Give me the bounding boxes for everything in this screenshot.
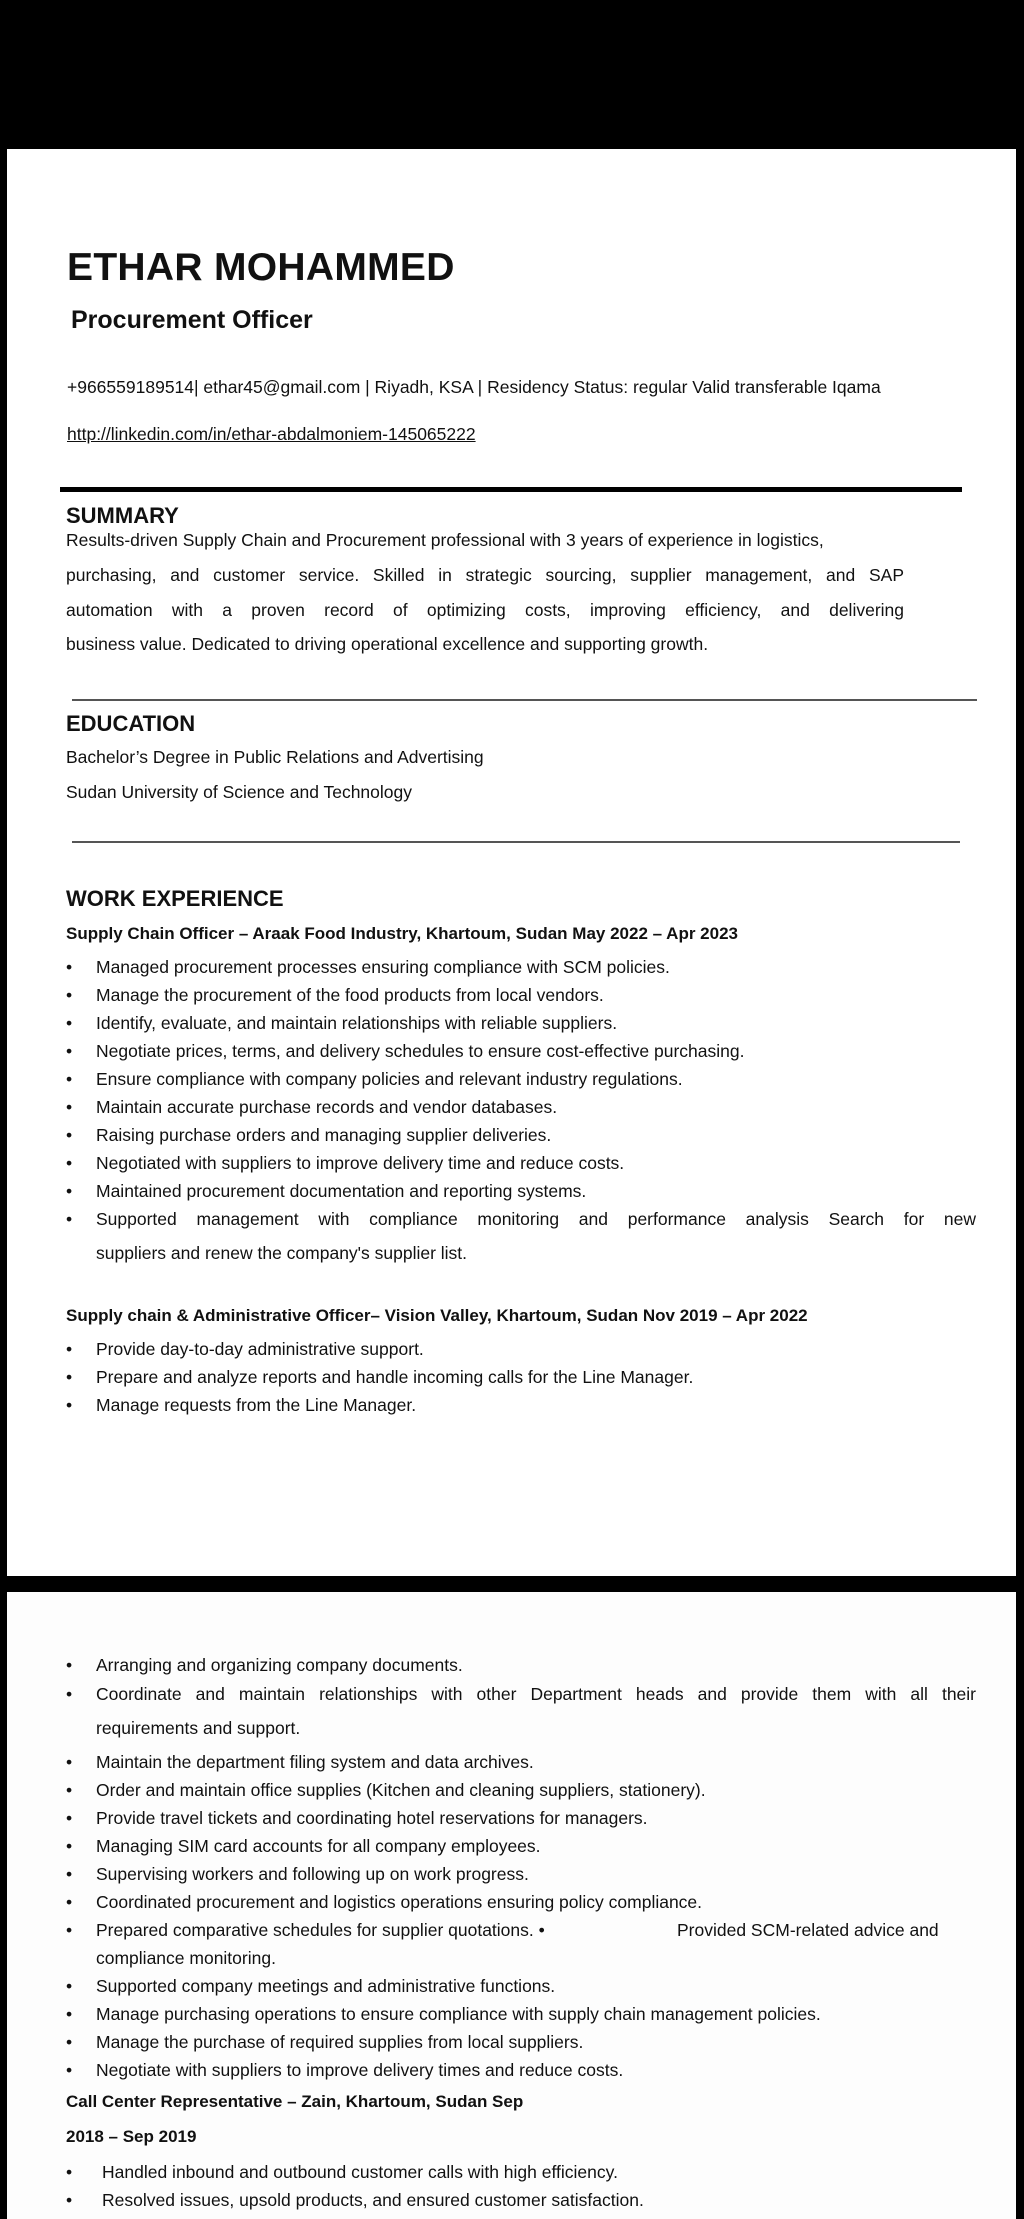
list-item: • Managed procurement processes ensuring compliance with SCM policies. [66, 957, 670, 977]
candidate-name: ETHAR MOHAMMED [67, 246, 455, 289]
list-item: • Manage purchasing operations to ensure compliance with supply chain management policies. [66, 2004, 821, 2024]
summary-line: purchasing, and customer service. Skilled in strategic sourcing, supplier management, and SAP [66, 565, 904, 585]
list-item: • Supported management with compliance monitoring and performance analysis Search for new [66, 1209, 976, 1229]
list-item: • Maintained procurement documentation and reporting systems. [66, 1181, 587, 1201]
bullet-icon: • [66, 1013, 73, 1033]
list-item-continuation: requirements and support. [96, 1718, 301, 1738]
bullet-icon: • [66, 1181, 73, 1201]
linkedin-link[interactable]: http://linkedin.com/in/ethar-abdalmoniem-145065222 [67, 424, 476, 444]
list-item: • Provide day-to-day administrative support. [66, 1339, 424, 1359]
job-header: Call Center Representative – Zain, Khartoum, Sudan Sep [66, 2092, 524, 2111]
list-item: • Order and maintain office supplies (Kitchen and cleaning suppliers, stationery). [66, 1780, 706, 1800]
job-header: Supply Chain Officer – Araak Food Industry, Khartoum, Sudan May 2022 – Apr 2023 [66, 924, 738, 943]
list-item: • Arranging and organizing company documents. [66, 1655, 463, 1675]
bullet-icon: • [66, 1684, 73, 1704]
summary-line: automation with a proven record of optimizing costs, improving efficiency, and delivering [66, 600, 904, 620]
section-divider [72, 699, 977, 701]
bullet-icon: • [66, 1920, 73, 1940]
list-item-continuation: suppliers and renew the company's supplier list. [96, 1243, 468, 1263]
education-school: Sudan University of Science and Technology [66, 782, 413, 802]
bullet-icon: • [66, 1976, 73, 1996]
list-item: • Coordinated procurement and logistics operations ensuring policy compliance. [66, 1892, 703, 1912]
work-experience-heading: WORK EXPERIENCE [66, 886, 284, 911]
job-title: Procurement Officer [71, 306, 313, 334]
list-item: • Negotiate with suppliers to improve delivery times and reduce costs. [66, 2060, 624, 2080]
list-item: • Ensure compliance with company policies and relevant industry regulations. [66, 1069, 683, 1089]
bullet-icon: • [66, 1209, 73, 1229]
list-item: • Prepare and analyze reports and handle incoming calls for the Line Manager. [66, 1367, 694, 1387]
list-item: • Maintain the department filing system and data archives. [66, 1752, 534, 1772]
summary-line: Results-driven Supply Chain and Procurement professional with 3 years of experience in logistics, [66, 530, 824, 550]
bullet-icon: • [66, 1069, 73, 1089]
list-item: • Supported company meetings and administrative functions. [66, 1976, 556, 1996]
bullet-icon: • [66, 1041, 73, 1061]
bullet-icon: • [66, 1339, 73, 1359]
bullet-icon: • [66, 1864, 73, 1884]
bullet-icon: • [66, 1153, 73, 1173]
list-item-continuation: compliance monitoring. [96, 1948, 276, 1968]
bullet-icon: • [66, 1097, 73, 1117]
list-item: • Manage requests from the Line Manager. [66, 1395, 417, 1415]
list-item: • Managing SIM card accounts for all company employees. [66, 1836, 541, 1856]
bullet-icon: • [66, 1808, 73, 1828]
list-item-inline: Provided SCM-related advice and [677, 1920, 939, 1940]
education-degree: Bachelor’s Degree in Public Relations and Advertising [66, 747, 484, 767]
list-item: • Raising purchase orders and managing supplier deliveries. [66, 1125, 552, 1145]
bullet-icon: • [66, 1836, 73, 1856]
bullet-icon: • [66, 985, 73, 1005]
bullet-icon: • [66, 2060, 73, 2080]
section-divider [72, 841, 960, 843]
list-item: • Resolved issues, upsold products, and ensured customer satisfaction. [66, 2190, 644, 2210]
bullet-icon: • [66, 2162, 73, 2182]
bullet-icon: • [66, 2032, 73, 2052]
resume-page-1 [7, 149, 1016, 1576]
list-item: • Coordinate and maintain relationships with other Department heads and provide them with all their [66, 1684, 976, 1704]
list-item: • Identify, evaluate, and maintain relationships with reliable suppliers. [66, 1013, 618, 1033]
bullet-icon: • [66, 957, 73, 977]
job-header-dates: 2018 – Sep 2019 [66, 2127, 197, 2146]
job-header: Supply chain & Administrative Officer– Vision Valley, Khartoum, Sudan Nov 2019 – Apr 2022 [66, 1306, 808, 1325]
list-item: • Maintain accurate purchase records and vendor databases. [66, 1097, 558, 1117]
list-item: • Negotiate prices, terms, and delivery schedules to ensure cost-effective purchasing. [66, 1041, 745, 1061]
list-item: • Provide travel tickets and coordinating hotel reservations for managers. [66, 1808, 648, 1828]
bullet-icon: • [66, 1780, 73, 1800]
list-item: • Handled inbound and outbound customer calls with high efficiency. [66, 2162, 618, 2182]
summary-line: business value. Dedicated to driving operational excellence and supporting growth. [66, 634, 709, 654]
header-divider [60, 487, 962, 492]
list-item: • Manage the procurement of the food products from local vendors. [66, 985, 604, 1005]
education-heading: EDUCATION [66, 711, 196, 736]
resume-page-2 [7, 1592, 1016, 2219]
list-item: • Manage the purchase of required supplies from local suppliers. [66, 2032, 584, 2052]
bullet-icon: • [66, 1752, 73, 1772]
list-item: • Prepared comparative schedules for supplier quotations. • [66, 1920, 545, 1940]
bullet-icon: • [66, 1655, 73, 1675]
bullet-icon: • [66, 2004, 73, 2024]
list-item: • Negotiated with suppliers to improve delivery time and reduce costs. [66, 1153, 625, 1173]
list-item: • Supervising workers and following up on work progress. [66, 1864, 529, 1884]
contact-line: +966559189514| ethar45@gmail.com | Riyadh, KSA | Residency Status: regular Valid transferable Iqama [67, 377, 881, 397]
bullet-icon: • [66, 1892, 73, 1912]
bullet-icon: • [66, 1125, 73, 1145]
bullet-icon: • [66, 1367, 73, 1387]
bullet-icon: • [66, 1395, 73, 1415]
summary-heading: SUMMARY [66, 503, 179, 528]
bullet-icon: • [66, 2190, 73, 2210]
